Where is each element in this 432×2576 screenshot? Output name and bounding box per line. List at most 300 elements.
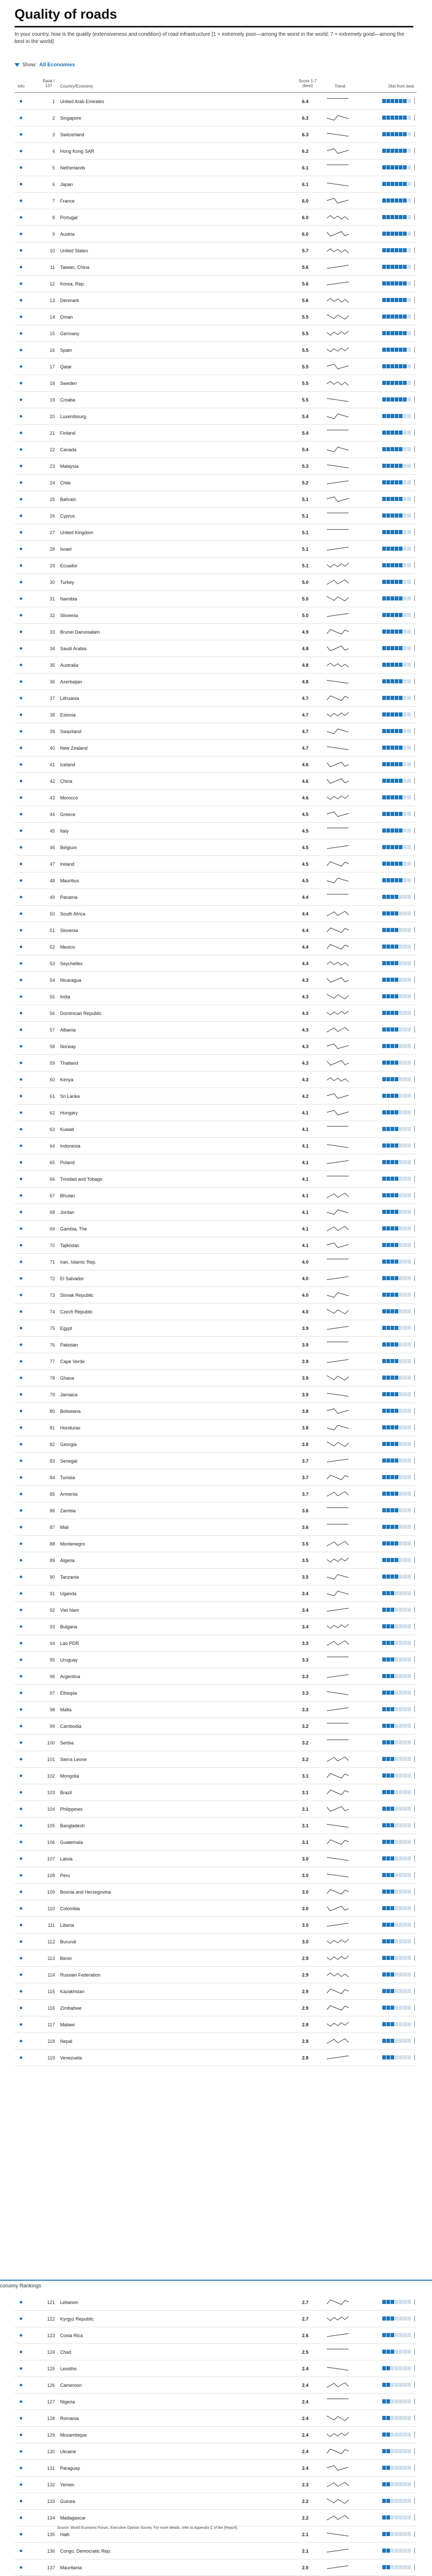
table-row[interactable]	[15, 1502, 416, 1519]
table-row[interactable]	[15, 292, 416, 309]
country-cell[interactable]: Nigeria	[60, 2399, 75, 2405]
info-icon[interactable]	[20, 2566, 22, 2569]
country-cell[interactable]: Costa Rica	[60, 2333, 83, 2338]
info-icon[interactable]	[20, 946, 22, 948]
table-row[interactable]	[15, 2000, 416, 2016]
info-icon[interactable]	[20, 266, 22, 268]
info-icon[interactable]	[20, 713, 22, 716]
info-icon[interactable]	[20, 1410, 22, 1412]
country-cell[interactable]: Guatemala	[60, 1840, 83, 1845]
country-cell[interactable]: Estonia	[60, 712, 76, 718]
country-cell[interactable]: Malawi	[60, 2022, 75, 2027]
info-icon[interactable]	[20, 1476, 22, 1479]
info-icon[interactable]	[20, 365, 22, 368]
country-cell[interactable]: Paraguay	[60, 2466, 80, 2471]
table-row[interactable]	[15, 624, 416, 640]
info-icon[interactable]	[20, 1559, 22, 1562]
country-cell[interactable]: Uruguay	[60, 1657, 78, 1663]
info-icon[interactable]	[20, 1128, 22, 1130]
info-icon[interactable]	[20, 398, 22, 401]
table-row[interactable]	[15, 475, 416, 491]
table-row[interactable]	[15, 1967, 416, 1983]
info-icon[interactable]	[20, 2467, 22, 2469]
country-cell[interactable]: United Arab Emirates	[60, 99, 105, 104]
country-cell[interactable]: Luxembourg	[60, 414, 87, 419]
country-cell[interactable]: Finland	[60, 431, 76, 436]
table-row[interactable]	[15, 1138, 416, 1154]
table-row[interactable]	[15, 441, 416, 458]
country-cell[interactable]: South Africa	[60, 911, 85, 917]
table-row[interactable]	[15, 1851, 416, 1867]
table-row[interactable]	[15, 193, 416, 209]
table-row[interactable]	[15, 1121, 416, 1138]
info-icon[interactable]	[20, 332, 22, 335]
table-row[interactable]	[15, 1088, 416, 1105]
info-icon[interactable]	[20, 1642, 22, 1644]
table-row[interactable]	[15, 1519, 416, 1536]
info-icon[interactable]	[20, 1957, 22, 1959]
country-cell[interactable]: Cyprus	[60, 513, 75, 519]
table-row[interactable]	[15, 1022, 416, 1038]
country-cell[interactable]: New Zealand	[60, 746, 88, 751]
country-cell[interactable]: Ecuador	[60, 563, 78, 568]
info-icon[interactable]	[20, 481, 22, 484]
info-icon[interactable]	[20, 1012, 22, 1014]
info-icon[interactable]	[20, 1592, 22, 1595]
table-row[interactable]	[15, 1154, 416, 1171]
info-icon[interactable]	[20, 1609, 22, 1611]
table-row[interactable]	[15, 1635, 416, 1652]
table-row[interactable]	[15, 2410, 416, 2427]
info-icon[interactable]	[20, 1377, 22, 1379]
info-icon[interactable]	[20, 1493, 22, 1495]
country-cell[interactable]: Poland	[60, 1160, 75, 1165]
country-cell[interactable]: Mali	[60, 1525, 69, 1530]
country-cell[interactable]: Croatia	[60, 397, 76, 403]
country-cell[interactable]: Cambodia	[60, 1724, 82, 1729]
table-row[interactable]	[15, 242, 416, 259]
filter-value[interactable]: All Economies	[39, 62, 75, 68]
table-row[interactable]	[15, 1038, 416, 1055]
country-cell[interactable]: Switzerland	[60, 132, 84, 137]
info-icon[interactable]	[20, 813, 22, 815]
table-row[interactable]	[15, 2344, 416, 2360]
table-row[interactable]	[15, 1055, 416, 1071]
country-cell[interactable]: Mozambique	[60, 2432, 87, 2438]
table-row[interactable]	[15, 756, 416, 773]
country-cell[interactable]: Seychelles	[60, 961, 83, 966]
info-icon[interactable]	[20, 1725, 22, 1727]
country-cell[interactable]: Kazakhstan	[60, 1989, 85, 1994]
country-cell[interactable]: Georgia	[60, 1442, 77, 1447]
table-row[interactable]	[15, 1304, 416, 1320]
info-icon[interactable]	[20, 1542, 22, 1545]
country-cell[interactable]: Chad	[60, 2350, 71, 2355]
info-icon[interactable]	[20, 1244, 22, 1247]
country-cell[interactable]: Congo, Democratic Rep.	[60, 2549, 111, 2554]
table-row[interactable]	[15, 806, 416, 823]
table-row[interactable]	[15, 1685, 416, 1701]
info-icon[interactable]	[20, 730, 22, 733]
info-icon[interactable]	[20, 216, 22, 219]
country-cell[interactable]: Ethiopia	[60, 1691, 77, 1696]
info-icon[interactable]	[20, 117, 22, 119]
info-icon[interactable]	[20, 1310, 22, 1313]
table-row[interactable]	[15, 1237, 416, 1254]
table-row[interactable]	[15, 1403, 416, 1420]
table-row[interactable]	[15, 2377, 416, 2394]
country-cell[interactable]: Algeria	[60, 1558, 75, 1563]
info-icon[interactable]	[20, 1658, 22, 1661]
table-row[interactable]	[15, 1917, 416, 1934]
info-icon[interactable]	[20, 133, 22, 136]
table-row[interactable]	[15, 1652, 416, 1668]
country-cell[interactable]: Turkey	[60, 580, 75, 585]
country-cell[interactable]: Italy	[60, 828, 69, 834]
info-icon[interactable]	[20, 100, 22, 103]
info-icon[interactable]	[20, 912, 22, 915]
info-icon[interactable]	[20, 1211, 22, 1213]
info-icon[interactable]	[20, 2007, 22, 2009]
table-row[interactable]	[15, 226, 416, 242]
country-cell[interactable]: Brunei Darussalam	[60, 629, 100, 635]
table-row[interactable]	[15, 458, 416, 475]
country-cell[interactable]: Lao PDR	[60, 1641, 79, 1646]
table-row[interactable]	[15, 2443, 416, 2460]
country-cell[interactable]: Indonesia	[60, 1143, 81, 1149]
table-row[interactable]	[15, 2311, 416, 2327]
info-icon[interactable]	[20, 2317, 22, 2320]
info-icon[interactable]	[20, 763, 22, 766]
info-icon[interactable]	[20, 846, 22, 849]
country-cell[interactable]: Qatar	[60, 364, 72, 369]
country-cell[interactable]: United Kingdom	[60, 530, 94, 535]
country-cell[interactable]: El Salvador	[60, 1276, 84, 1281]
table-row[interactable]	[15, 126, 416, 143]
country-cell[interactable]: Egypt	[60, 1326, 73, 1331]
info-icon[interactable]	[20, 780, 22, 782]
country-cell[interactable]: Zambia	[60, 1508, 76, 1513]
country-cell[interactable]: Guinea	[60, 2499, 76, 2504]
country-cell[interactable]: Zimbabwe	[60, 2006, 82, 2011]
table-row[interactable]	[15, 1768, 416, 1784]
info-icon[interactable]	[20, 1509, 22, 1512]
table-row[interactable]	[15, 574, 416, 591]
table-row[interactable]	[15, 2559, 416, 2576]
info-icon[interactable]	[20, 1874, 22, 1877]
country-cell[interactable]: Tanzania	[60, 1575, 79, 1580]
country-cell[interactable]: Australia	[60, 663, 79, 668]
country-cell[interactable]: Hong Kong SAR	[60, 149, 95, 154]
table-row[interactable]	[15, 740, 416, 756]
country-cell[interactable]: India	[60, 994, 70, 999]
info-icon[interactable]	[20, 531, 22, 534]
country-cell[interactable]: Mexico	[60, 944, 75, 950]
info-icon[interactable]	[20, 548, 22, 550]
country-cell[interactable]: Armenia	[60, 1492, 78, 1497]
country-cell[interactable]: Iran, Islamic Rep.	[60, 1260, 97, 1265]
table-row[interactable]	[15, 773, 416, 790]
info-icon[interactable]	[20, 1111, 22, 1114]
col-rank[interactable]: Rank / 137	[42, 79, 55, 88]
table-row[interactable]	[15, 2294, 416, 2311]
country-cell[interactable]: Viet Nam	[60, 1608, 79, 1613]
table-row[interactable]	[15, 1668, 416, 1685]
table-row[interactable]	[15, 1436, 416, 1453]
table-row[interactable]	[15, 2460, 416, 2477]
info-icon[interactable]	[20, 796, 22, 799]
filter-icon[interactable]	[15, 63, 20, 67]
table-row[interactable]	[15, 1005, 416, 1022]
info-icon[interactable]	[20, 1675, 22, 1678]
table-row[interactable]	[15, 325, 416, 342]
info-icon[interactable]	[20, 1857, 22, 1860]
table-row[interactable]	[15, 1751, 416, 1768]
table-row[interactable]	[15, 1337, 416, 1353]
table-row[interactable]	[15, 723, 416, 740]
info-icon[interactable]	[20, 1393, 22, 1396]
info-icon[interactable]	[20, 564, 22, 567]
table-row[interactable]	[15, 2016, 416, 2033]
table-row[interactable]	[15, 674, 416, 690]
country-cell[interactable]: Slovak Republic	[60, 1293, 94, 1298]
country-cell[interactable]: Spain	[60, 348, 73, 353]
table-row[interactable]	[15, 2510, 416, 2526]
table-row[interactable]	[15, 2327, 416, 2344]
country-cell[interactable]: Philippines	[60, 1807, 83, 1812]
country-cell[interactable]: China	[60, 779, 73, 784]
table-row[interactable]	[15, 607, 416, 624]
info-icon[interactable]	[20, 2550, 22, 2552]
info-icon[interactable]	[20, 1095, 22, 1097]
info-icon[interactable]	[20, 1791, 22, 1794]
country-cell[interactable]: Taiwan, China	[60, 265, 90, 270]
info-icon[interactable]	[20, 2483, 22, 2486]
country-cell[interactable]: Saudi Arabia	[60, 646, 87, 651]
table-row[interactable]	[15, 1071, 416, 1088]
country-cell[interactable]: Swaziland	[60, 729, 82, 734]
table-row[interactable]	[15, 309, 416, 325]
country-cell[interactable]: Singapore	[60, 116, 82, 121]
table-row[interactable]	[15, 2033, 416, 2050]
col-country[interactable]: Country/Economy	[60, 84, 93, 89]
info-icon[interactable]	[20, 1940, 22, 1943]
info-icon[interactable]	[20, 1576, 22, 1578]
table-row[interactable]	[15, 110, 416, 126]
country-cell[interactable]: Germany	[60, 331, 80, 336]
table-row[interactable]	[15, 872, 416, 889]
table-row[interactable]	[15, 906, 416, 922]
info-icon[interactable]	[20, 1227, 22, 1230]
table-row[interactable]	[15, 143, 416, 160]
col-dist-from-best[interactable]: Dist from best	[388, 84, 414, 89]
country-cell[interactable]: Belgium	[60, 845, 77, 850]
country-cell[interactable]: Sweden	[60, 381, 77, 386]
country-cell[interactable]: Serbia	[60, 1740, 74, 1745]
country-cell[interactable]: Ghana	[60, 1376, 75, 1381]
table-row[interactable]	[15, 1221, 416, 1237]
country-cell[interactable]: Albania	[60, 1027, 76, 1033]
table-row[interactable]	[15, 690, 416, 707]
country-cell[interactable]: Bulgaria	[60, 1624, 78, 1629]
info-icon[interactable]	[20, 2533, 22, 2536]
country-cell[interactable]: Burundi	[60, 1939, 77, 1944]
table-row[interactable]	[15, 640, 416, 657]
info-icon[interactable]	[20, 514, 22, 517]
info-icon[interactable]	[20, 1045, 22, 1048]
country-cell[interactable]: Argentina	[60, 1674, 80, 1679]
table-row[interactable]	[15, 1867, 416, 1884]
country-cell[interactable]: Botswana	[60, 1409, 81, 1414]
country-cell[interactable]: Bahrain	[60, 497, 77, 502]
table-row[interactable]	[15, 1701, 416, 1718]
info-icon[interactable]	[20, 199, 22, 202]
table-row[interactable]	[15, 508, 416, 524]
info-icon[interactable]	[20, 2367, 22, 2370]
country-cell[interactable]: Colombia	[60, 1906, 80, 1911]
info-icon[interactable]	[20, 995, 22, 998]
country-cell[interactable]: Jordan	[60, 1210, 75, 1215]
table-row[interactable]	[15, 359, 416, 375]
info-icon[interactable]	[20, 415, 22, 418]
info-icon[interactable]	[20, 1973, 22, 1976]
table-row[interactable]	[15, 2543, 416, 2559]
info-icon[interactable]	[20, 349, 22, 351]
table-row[interactable]	[15, 541, 416, 557]
country-cell[interactable]: Ireland	[60, 862, 75, 867]
country-cell[interactable]: Pakistan	[60, 1342, 78, 1348]
country-cell[interactable]: Slovenia	[60, 928, 78, 933]
table-row[interactable]	[15, 1900, 416, 1917]
country-cell[interactable]: Greece	[60, 812, 76, 817]
info-icon[interactable]	[20, 896, 22, 898]
info-icon[interactable]	[20, 2450, 22, 2453]
table-row[interactable]	[15, 1453, 416, 1469]
table-row[interactable]	[15, 524, 416, 541]
country-cell[interactable]: Bangladesh	[60, 1823, 85, 1828]
info-icon[interactable]	[20, 316, 22, 318]
info-icon[interactable]	[20, 382, 22, 384]
country-cell[interactable]: Sri Lanka	[60, 1094, 80, 1099]
table-row[interactable]	[15, 1602, 416, 1619]
info-icon[interactable]	[20, 597, 22, 600]
info-icon[interactable]	[20, 2400, 22, 2403]
country-cell[interactable]: Thailand	[60, 1061, 78, 1066]
info-icon[interactable]	[20, 1841, 22, 1843]
info-icon[interactable]	[20, 150, 22, 152]
table-row[interactable]	[15, 375, 416, 392]
table-row[interactable]	[15, 1320, 416, 1337]
country-cell[interactable]: Iceland	[60, 762, 76, 767]
table-row[interactable]	[15, 1834, 416, 1851]
col-score[interactable]: Score 1-7 (best)	[298, 79, 317, 88]
info-icon[interactable]	[20, 1907, 22, 1910]
info-icon[interactable]	[20, 2056, 22, 2059]
table-row[interactable]	[15, 889, 416, 906]
table-row[interactable]	[15, 1950, 416, 1967]
info-icon[interactable]	[20, 680, 22, 683]
info-icon[interactable]	[20, 1774, 22, 1777]
table-row[interactable]	[15, 839, 416, 856]
country-cell[interactable]: Slovenia	[60, 613, 78, 618]
economy-filter[interactable]	[15, 62, 75, 68]
country-cell[interactable]: Bhutan	[60, 1193, 75, 1198]
info-icon[interactable]	[20, 1327, 22, 1329]
table-row[interactable]	[15, 922, 416, 939]
country-cell[interactable]: Jamaica	[60, 1392, 78, 1397]
table-row[interactable]	[15, 342, 416, 359]
table-row[interactable]	[15, 823, 416, 839]
country-cell[interactable]: Dominican Republic	[60, 1011, 102, 1016]
table-row[interactable]	[15, 972, 416, 989]
info-icon[interactable]	[20, 747, 22, 749]
country-cell[interactable]: Oman	[60, 314, 73, 320]
country-cell[interactable]: Nicaragua	[60, 978, 82, 983]
col-info[interactable]: Info	[18, 84, 25, 89]
info-icon[interactable]	[20, 1294, 22, 1296]
table-row[interactable]	[15, 2477, 416, 2493]
table-row[interactable]	[15, 1801, 416, 1817]
info-icon[interactable]	[20, 1277, 22, 1280]
country-cell[interactable]: Kenya	[60, 1077, 74, 1082]
info-icon[interactable]	[20, 664, 22, 666]
info-icon[interactable]	[20, 448, 22, 451]
table-row[interactable]	[15, 1105, 416, 1121]
table-row[interactable]	[15, 1817, 416, 1834]
info-icon[interactable]	[20, 979, 22, 981]
country-cell[interactable]: Portugal	[60, 215, 78, 220]
country-cell[interactable]: Peru	[60, 1873, 70, 1878]
table-row[interactable]	[15, 1469, 416, 1486]
country-cell[interactable]: Korea, Rep.	[60, 281, 85, 287]
country-cell[interactable]: Malaysia	[60, 464, 79, 469]
table-row[interactable]	[15, 1619, 416, 1635]
table-row[interactable]	[15, 1270, 416, 1287]
country-cell[interactable]: Denmark	[60, 298, 79, 303]
table-row[interactable]	[15, 1171, 416, 1187]
table-row[interactable]	[15, 955, 416, 972]
country-cell[interactable]: Israel	[60, 547, 72, 552]
country-cell[interactable]: Senegal	[60, 1458, 78, 1464]
table-row[interactable]	[15, 176, 416, 193]
table-row[interactable]	[15, 1204, 416, 1221]
country-cell[interactable]: Chile	[60, 480, 71, 485]
table-row[interactable]	[15, 425, 416, 441]
country-cell[interactable]: Lebanon	[60, 2300, 79, 2305]
country-cell[interactable]: Madagascar	[60, 2515, 86, 2521]
info-icon[interactable]	[20, 2023, 22, 2026]
country-cell[interactable]: Cameroon	[60, 2383, 82, 2388]
table-row[interactable]	[15, 2360, 416, 2377]
country-cell[interactable]: Ukraine	[60, 2449, 77, 2454]
country-cell[interactable]: Morocco	[60, 795, 78, 800]
table-row[interactable]	[15, 209, 416, 226]
info-icon[interactable]	[20, 1808, 22, 1810]
info-icon[interactable]	[20, 233, 22, 235]
country-cell[interactable]: Panama	[60, 895, 78, 900]
country-cell[interactable]: Honduras	[60, 1425, 81, 1430]
table-row[interactable]	[15, 1353, 416, 1370]
info-icon[interactable]	[20, 1360, 22, 1363]
info-icon[interactable]	[20, 2334, 22, 2337]
info-icon[interactable]	[20, 1625, 22, 1628]
table-row[interactable]	[15, 1552, 416, 1569]
info-icon[interactable]	[20, 1758, 22, 1761]
info-icon[interactable]	[20, 1459, 22, 1462]
table-row[interactable]	[15, 408, 416, 425]
country-cell[interactable]: Azerbaijan	[60, 679, 82, 684]
table-row[interactable]	[15, 160, 416, 176]
